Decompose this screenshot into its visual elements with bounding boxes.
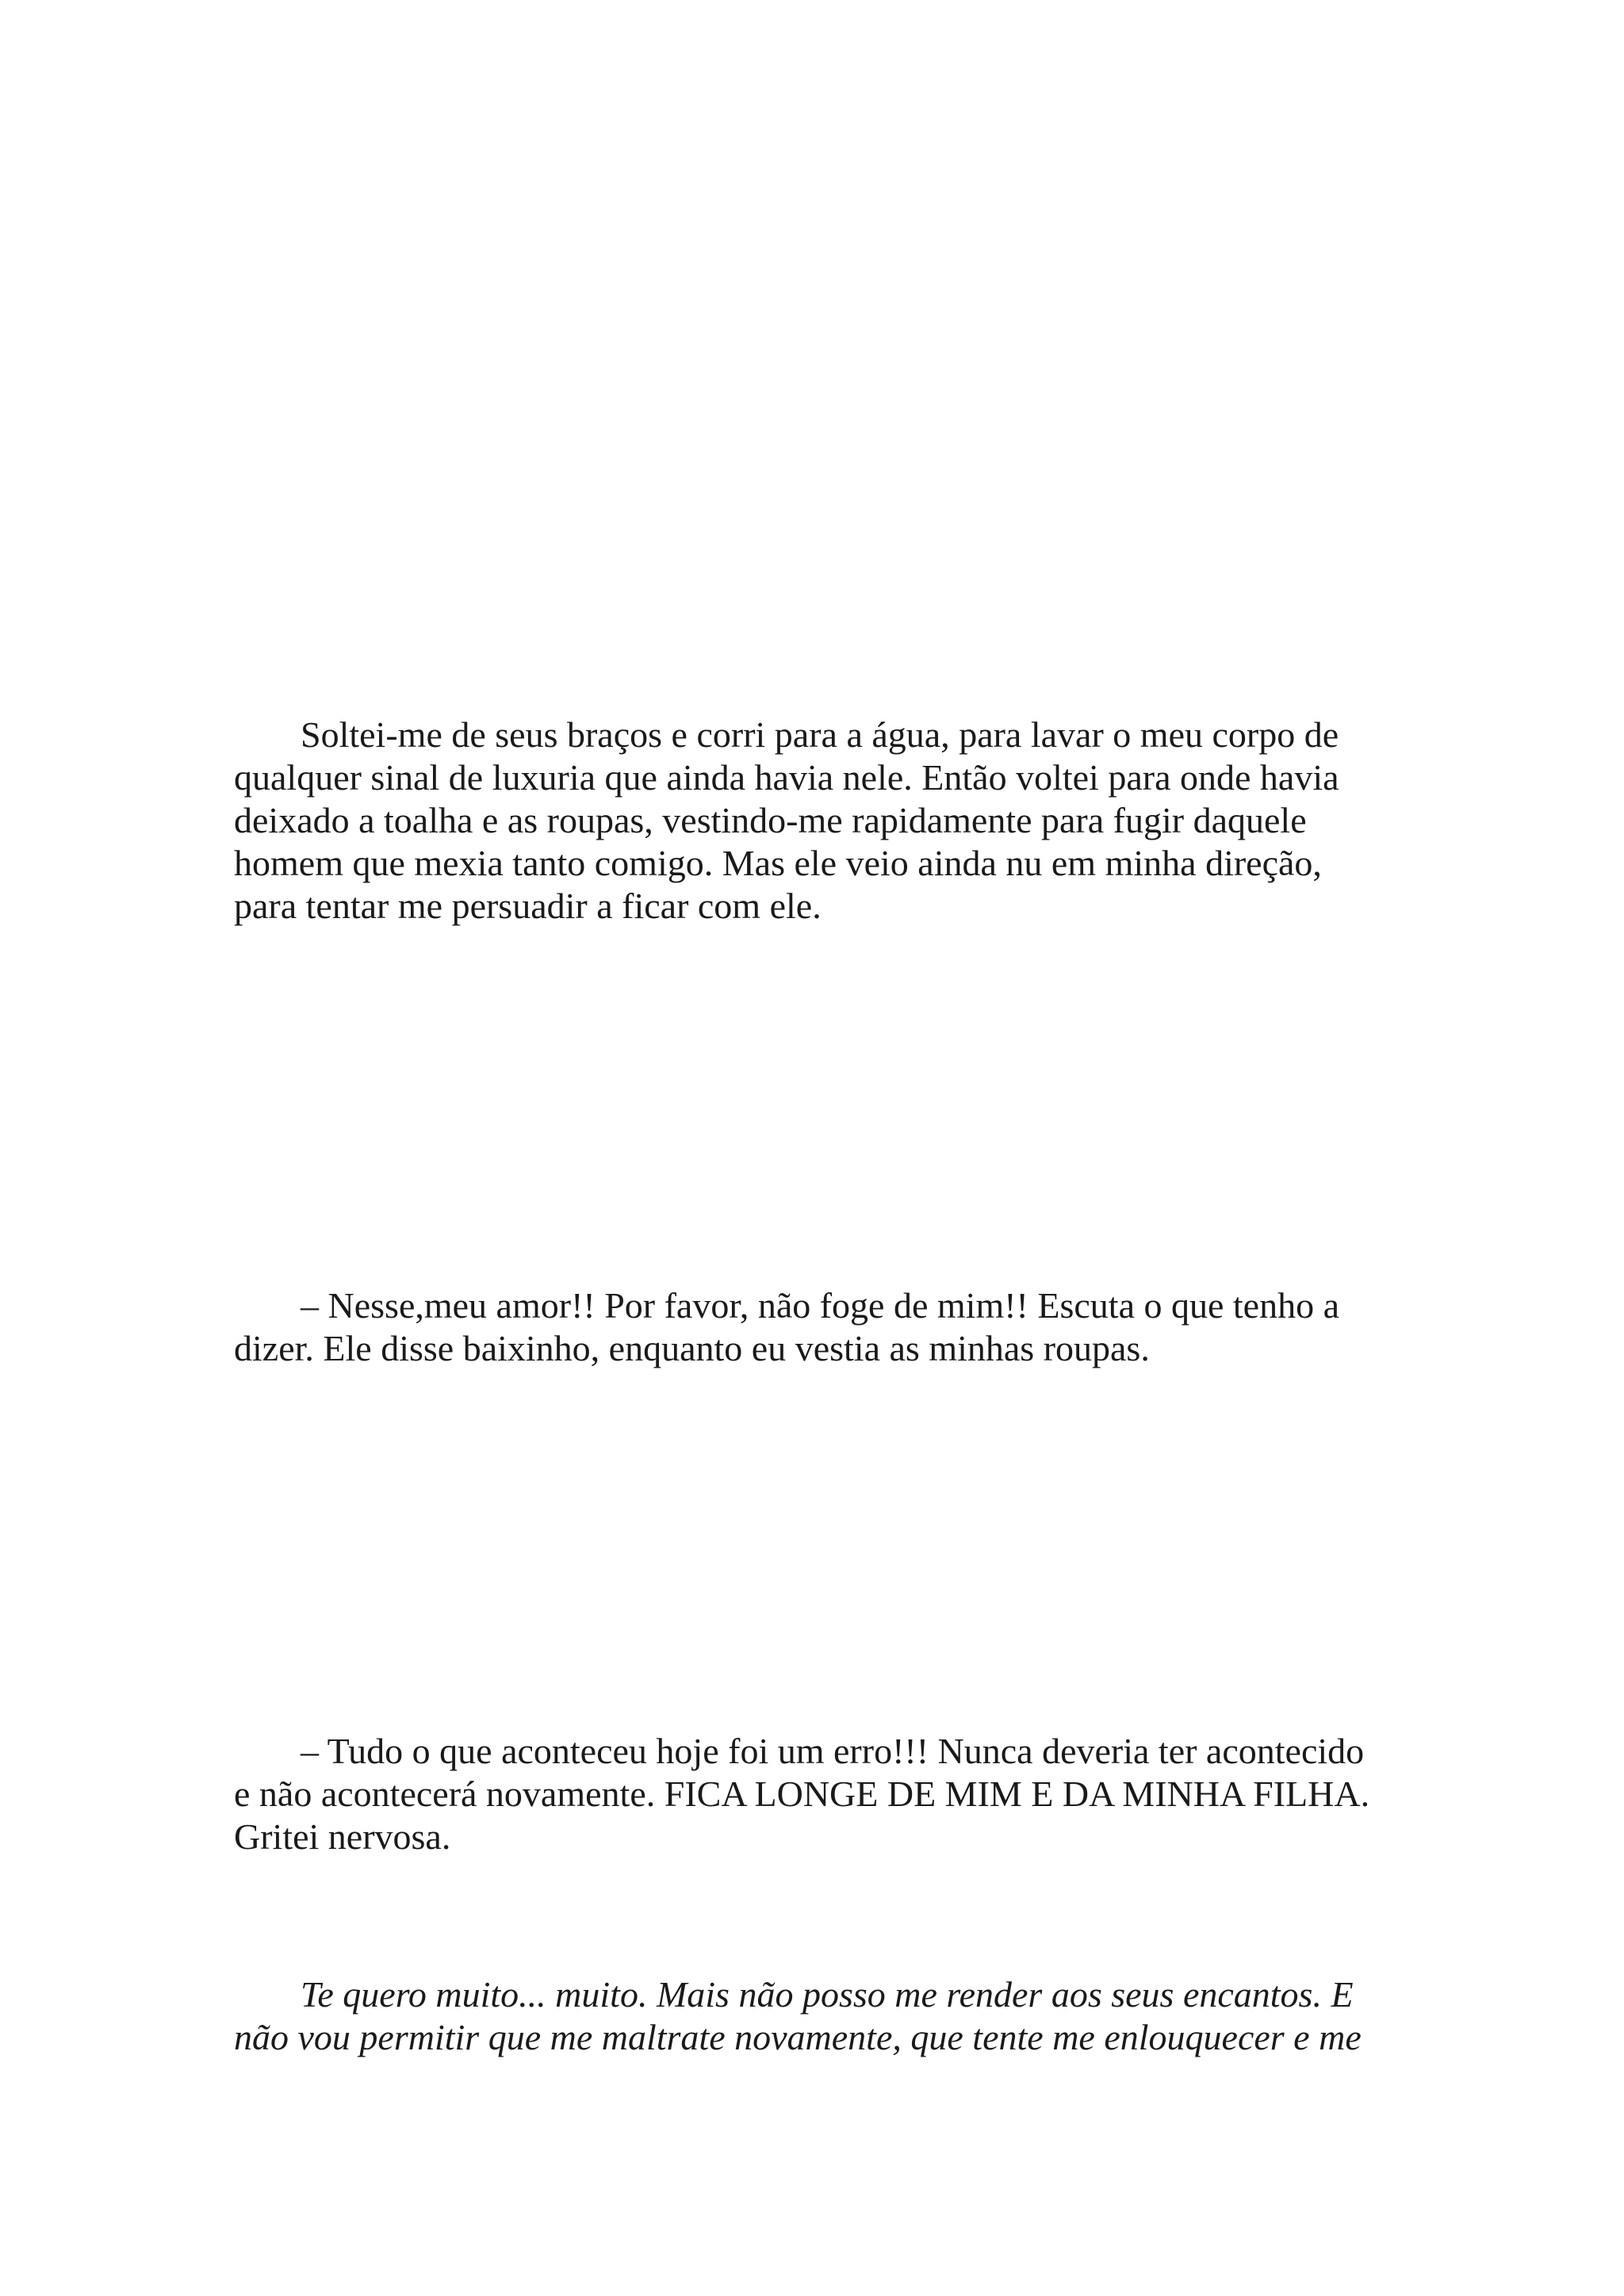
paragraph-4-italic <box>234 1973 1408 2059</box>
paragraph-line: – Tudo o que aconteceu hoje foi um erro!!! Nunca deveria ter acontecido <box>301 1731 1365 1771</box>
paragraph-1 <box>234 714 1408 928</box>
paragraph-line: qualquer sinal de luxuria que ainda havia nele. Então voltei para onde havia <box>234 757 1339 798</box>
paragraph-line: deixado a toalha e as roupas, vestindo-me rapidamente para fugir daquele <box>234 800 1307 840</box>
paragraph-line: Te quero muito... muito. Mais não posso me render aos seus encantos. E <box>301 1974 1354 2015</box>
paragraph-2 <box>234 1284 1408 1370</box>
paragraph-line: dizer. Ele disse baixinho, enquanto eu vestia as minhas roupas. <box>234 1328 1150 1368</box>
paragraph-line: Soltei-me de seus braços e corri para a água, para lavar o meu corpo de <box>301 714 1339 755</box>
paragraph-line: para tentar me persuadir a ficar com ele. <box>234 886 822 926</box>
paragraph-3 <box>234 1730 1408 1858</box>
paragraph-line: homem que mexia tanto comigo. Mas ele veio ainda nu em minha direção, <box>234 843 1322 883</box>
paragraph-line: Gritei nervosa. <box>234 1816 451 1857</box>
paragraph-line: – Nesse,meu amor!! Por favor, não foge de mim!! Escuta o que tenho a <box>301 1285 1340 1326</box>
paragraph-line: não vou permitir que me maltrate novamente, que tente me enlouquecer e me <box>234 2017 1362 2057</box>
paragraph-line: e não acontecerá novamente. FICA LONGE DE MIM E DA MINHA FILHA. <box>234 1774 1370 1814</box>
